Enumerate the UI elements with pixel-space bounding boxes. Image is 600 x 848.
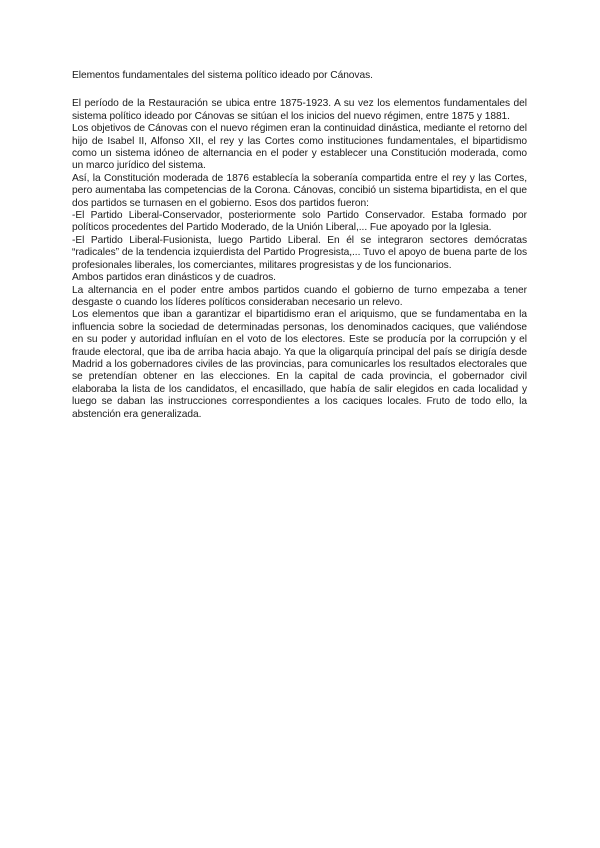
paragraph-partido-liberal: -El Partido Liberal-Fusionista, luego Partido Liberal. En él se integraron sectores demócratas “radicales” de la tendencia izquierdista del Partido Progresista,... Tuvo el apoyo de buena parte de los profesionales liberales, los comerciantes, militares progresistas y de los funcionarios. — [72, 234, 527, 271]
paragraph-objetivos: Los objetivos de Cánovas con el nuevo régimen eran la continuidad dinástica, mediante el retorno del hijo de Isabel II, Alfonso XII, el rey y las Cortes como instituciones fundamentales, el bipartidismo como un sistema idóneo de alternancia en el poder y establecer una Constitución moderada, como un marco jurídico del sistema. — [72, 123, 527, 172]
paragraph-dinasticos: Ambos partidos eran dinásticos y de cuadros. — [72, 272, 276, 284]
paragraph-constitucion: Así, la Constitución moderada de 1876 establecía la soberanía compartida entre el rey y las Cortes, pero aumentaba las competencias de la Corona. Cánovas, concibió un sistema bipartidista, en el que dos partidos se turnasen en el gobierno. Esos dos partidos fueron: — [72, 172, 527, 209]
document-title: Elementos fundamentales del sistema político ideado por Cánovas. — [72, 70, 373, 81]
document-body — [72, 70, 527, 421]
paragraph-alternancia: La alternancia en el poder entre ambos partidos cuando el gobierno de turno empezaba a tener desgaste o cuando los líderes políticos consideraban necesario un relevo. — [72, 284, 527, 308]
paragraph-caciquismo: Los elementos que iban a garantizar el bipartidismo eran el ariquismo, que se fundamentaba en la influencia sobre la sociedad de determinadas personas, los denominados caciques, que valiéndose en su poder y autoridad influían en el voto de los electores. Este se producía por la corrupción y el fraude electoral, que iba de arriba hacia abajo. Ya que la oligarquía principal del país se dirigía desde Madrid a los gobernadores civiles de las provincias, para comunicarles los resultados electorales que se pretendían obtener en las elecciones. En la capital de cada provincia, el gobernador civil elaboraba la lista de los candidatos, el encasillado, que había de salir elegidos en cada localidad y luego se daban las instrucciones correspondientes a los caciques locales. Fruto de todo ello, la abstención era generalizada. — [72, 309, 527, 420]
paragraph-periodo: El período de la Restauración se ubica entre 1875-1923. A su vez los elementos fundamentales del sistema político ideado por Cánovas se sitúan el los inicios del nuevo régimen, entre 1875 y 1881. — [72, 98, 527, 122]
paragraph-partido-conservador: -El Partido Liberal-Conservador, posteriormente solo Partido Conservador. Estaba formado por políticos procedentes del Partido Moderado, de la Unión Liberal,... Fue apoyado por la Iglesia. — [72, 210, 527, 234]
